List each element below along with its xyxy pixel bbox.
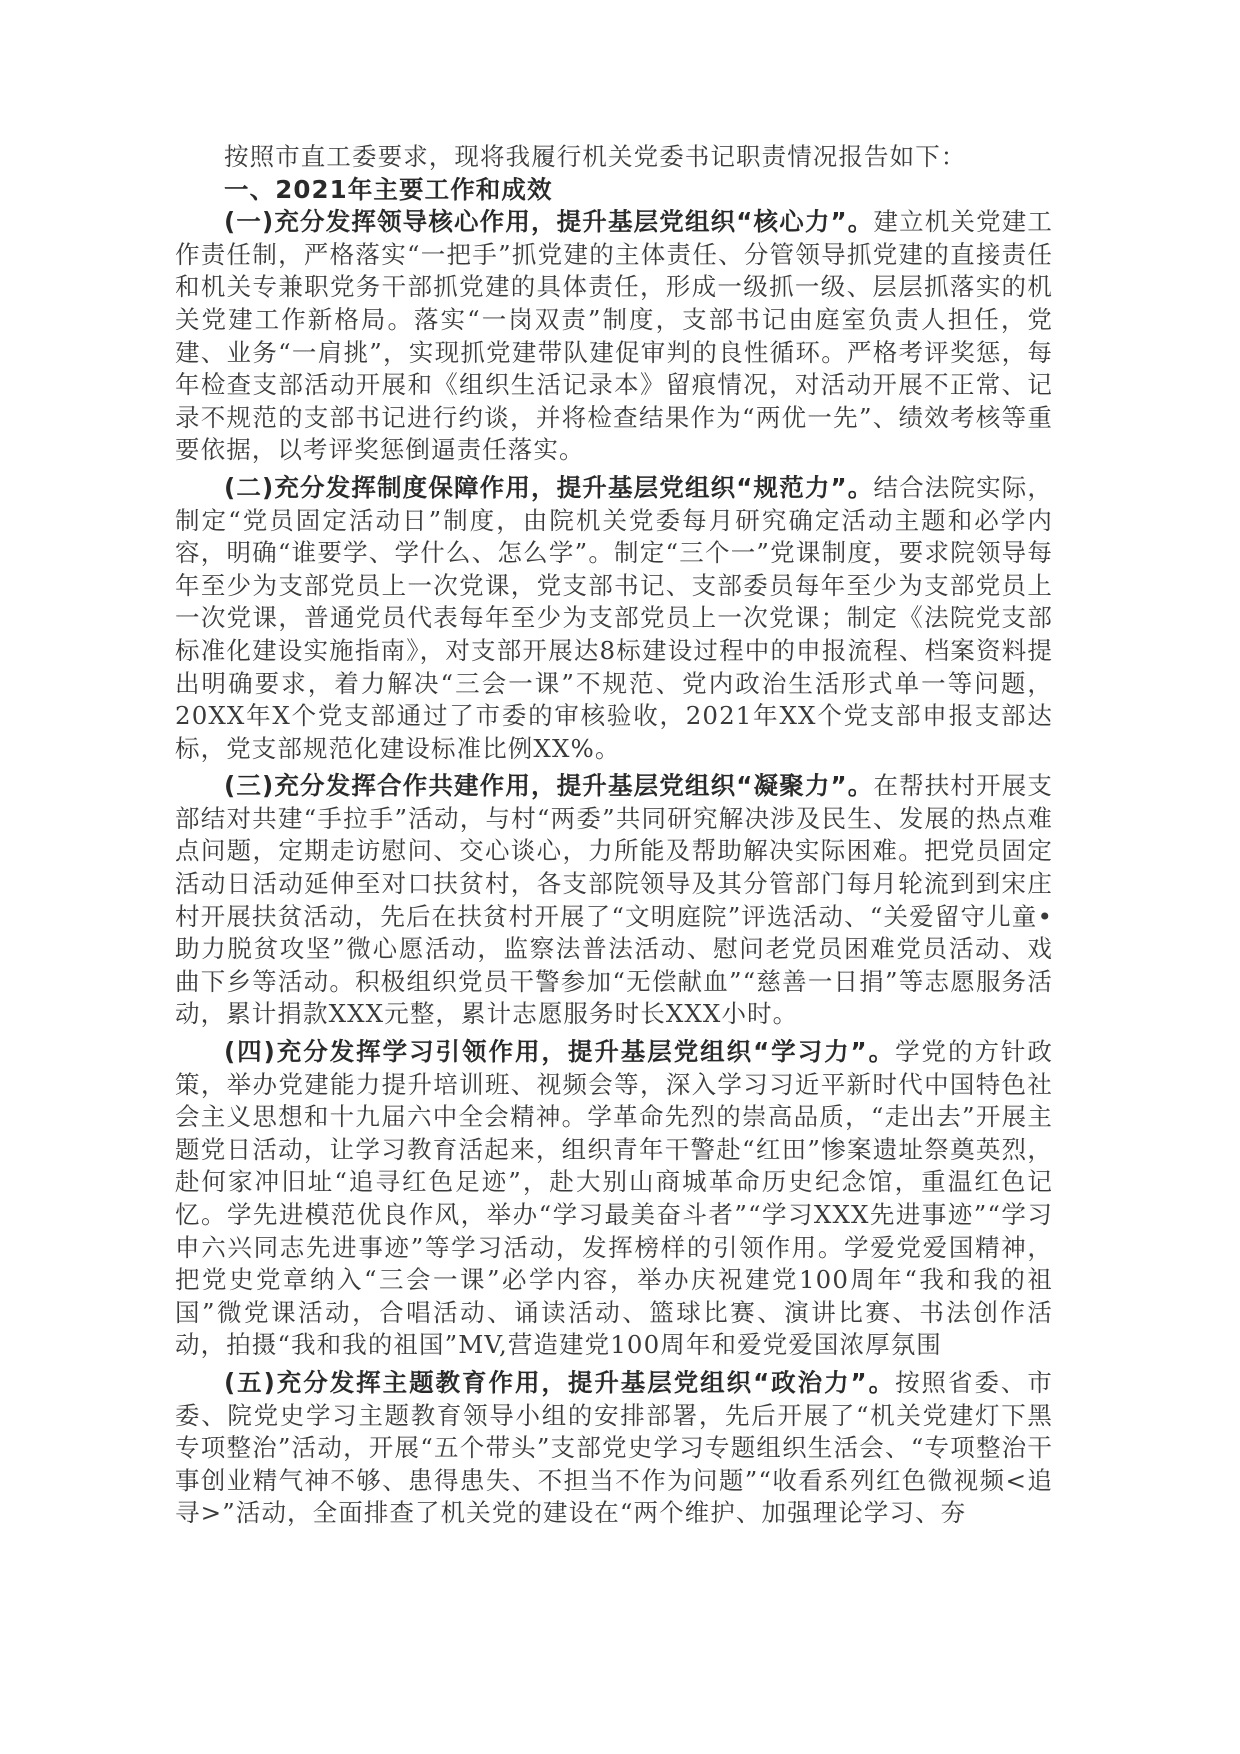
item-lead-3: (三)充分发挥合作共建作用，提升基层党组织“凝聚力”。 [224, 771, 874, 801]
item-lead-2: (二)充分发挥制度保障作用，提升基层党组织“规范力”。 [224, 472, 874, 502]
item-lead-5: (五)充分发挥主题教育作用，提升基层党组织“政治力”。 [224, 1367, 896, 1397]
item-paragraph-2 [175, 472, 1053, 765]
item-paragraph-1 [175, 206, 1053, 467]
item-paragraph-5 [175, 1367, 1053, 1530]
item-lead-1: (一)充分发挥领导核心作用，提升基层党组织“核心力”。 [224, 207, 874, 237]
item-paragraph-4 [175, 1036, 1053, 1362]
item-body-5: 按照省委、市委、院党史学习主题教育领导小组的安排部署，先后开展了“机关党建灯下黑专项整治”活动，开展“五个带头”支部党史学习专题组织生活会、“专项整治干事创业精气神不够、患得患失、不担当不作为问题”“收看系列红色微视频<追寻>”活动，全面排查了机关党的建设在“两个维护、加强理论学习、夯 [175, 1367, 1053, 1528]
item-body-4: 学党的方针政策，举办党建能力提升培训班、视频会等，深入学习习近平新时代中国特色社会主义思想和十九届六中全会精神。学革命先烈的崇高品质，“走出去”开展主题党日活动，让学习教育活起来，组织青年干警赴“红田”惨案遗址祭奠英烈，赴何家冲旧址“追寻红色足迹”，赴大别山商城革命历史纪念馆，重温红色记忆。学先进模范优良作风，举办“学习最美奋斗者”“学习XXX先进事迹”“学习申六兴同志先进事迹”等学习活动，发挥榜样的引领作用。学爱党爱国精神，把党史党章纳入“三会一课”必学内容，举办庆祝建党100周年“我和我的祖国”微党课活动，合唱活动、诵读活动、篮球比赛、演讲比赛、书法创作活动，拍摄“我和我的祖国”MV,营造建党100周年和爱党爱国浓厚氛围 [175, 1037, 1053, 1360]
item-lead-4: (四)充分发挥学习引领作用，提升基层党组织“学习力”。 [224, 1037, 896, 1067]
intro-paragraph: 按照市直工委要求，现将我履行机关党委书记职责情况报告如下： [224, 142, 967, 171]
document-page [175, 141, 1053, 1530]
item-body-3: 在帮扶村开展支部结对共建“手拉手”活动，与村“两委”共同研究解决涉及民生、发展的热点难点问题，定期走访慰问、交心谈心，力所能及帮助解决实际困难。把党员固定活动日活动延伸至对口扶贫村，各支部院领导及其分管部门每月轮流到到宋庄村开展扶贫活动，先后在扶贫村开展了“文明庭院”评选活动、“关爱留守儿童•助力脱贫攻坚”微心愿活动，监察法普法活动、慰问老党员困难党员活动、戏曲下乡等活动。积极组织党员干警参加“无偿献血”“慈善一日捐”等志愿服务活动，累计捐款XXX元整，累计志愿服务时长XXX小时。 [175, 771, 1054, 1029]
section-heading: 一、2021年主要工作和成效 [224, 174, 553, 204]
item-paragraph-3 [175, 770, 1053, 1031]
item-body-2: 结合法院实际，制定“党员固定活动日”制度，由院机关党委每月研究确定活动主题和必学内容，明确“谁要学、学什么、怎么学”。制定“三个一”党课制度，要求院领导每年至少为支部党员上一次党课，党支部书记、支部委员每年至少为支部党员上一次党课，普通党员代表每年至少为支部党员上一次党课；制定《法院党支部标准化建设实施指南》，对支部开展达8标建设过程中的申报流程、档案资料提出明确要求，着力解决“三会一课”不规范、党内政治生活形式单一等问题，20XX年X个党支部通过了市委的审核验收，2021年XX个党支部申报支部达标，党支部规范化建设标准比例XX%。 [175, 472, 1054, 763]
item-body-1: 建立机关党建工作责任制，严格落实“一把手”抓党建的主体责任、分管领导抓党建的直接责任和机关专兼职党务干部抓党建的具体责任，形成一级抓一级、层层抓落实的机关党建工作新格局。落实“一岗双责”制度，支部书记由庭室负责人担任，党建、业务“一肩挑”，实现抓党建带队建促审判的良性循环。严格考评奖惩，每年检查支部活动开展和《组织生活记录本》留痕情况，对活动开展不正常、记录不规范的支部书记进行约谈，并将检查结果作为“两优一先”、绩效考核等重要依据，以考评奖惩倒逼责任落实。 [175, 207, 1054, 465]
